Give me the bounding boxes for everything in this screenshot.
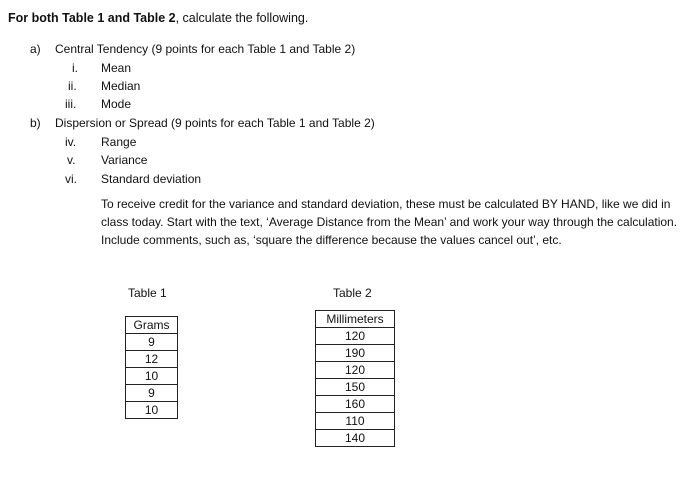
table1-cell: 10 [126, 402, 178, 419]
table1-cell: 12 [126, 351, 178, 368]
table2-caption: Table 2 [333, 286, 372, 300]
table2-cell: 150 [316, 379, 395, 396]
section-b-marker: b) [30, 116, 41, 130]
heading-bold-part: For both Table 1 and Table 2 [8, 11, 176, 25]
section-b-title: Dispersion or Spread (9 points for each Table 1 and Table 2) [55, 116, 375, 130]
table1-header: Grams [126, 317, 178, 334]
instructions-heading [8, 11, 308, 25]
table2-cell: 110 [316, 413, 395, 430]
table1-cell: 9 [126, 385, 178, 402]
table2-cell: 120 [316, 328, 395, 345]
table2-cell: 160 [316, 396, 395, 413]
section-a-title: Central Tendency (9 points for each Table 1 and Table 2) [55, 42, 356, 56]
item-iv-numeral: iv. [65, 135, 77, 149]
section-a-marker: a) [30, 42, 41, 56]
item-standard-deviation: Standard deviation [101, 172, 202, 186]
table2-cell: 140 [316, 430, 395, 447]
item-mean: Mean [101, 61, 132, 75]
item-ii-numeral: ii. [68, 79, 77, 93]
heading-rest: , calculate the following. [175, 11, 309, 25]
table1-caption: Table 1 [128, 286, 167, 300]
item-v-numeral: v. [67, 153, 76, 167]
table2-cell: 120 [316, 362, 395, 379]
table2 [315, 310, 395, 447]
item-iii-numeral: iii. [65, 97, 77, 111]
item-variance: Variance [101, 153, 148, 167]
table2-cell: 190 [316, 345, 395, 362]
item-i-numeral: i. [72, 61, 78, 75]
item-mode: Mode [101, 97, 132, 111]
table2-header: Millimeters [316, 311, 395, 328]
hand-calculation-note: To receive credit for the variance and standard deviation, these must be calculated BY HAND, like we did in class today. Start with the text, ‘Average Distance from the Mean’ and work your way through the calculation. Include comments, such as, ‘square the difference because the values cancel out’, etc. [101, 197, 678, 247]
table1-cell: 10 [126, 368, 178, 385]
item-range: Range [101, 135, 137, 149]
item-median: Median [101, 79, 141, 93]
table1 [125, 316, 178, 419]
table1-cell: 9 [126, 334, 178, 351]
item-vi-numeral: vi. [65, 172, 77, 186]
